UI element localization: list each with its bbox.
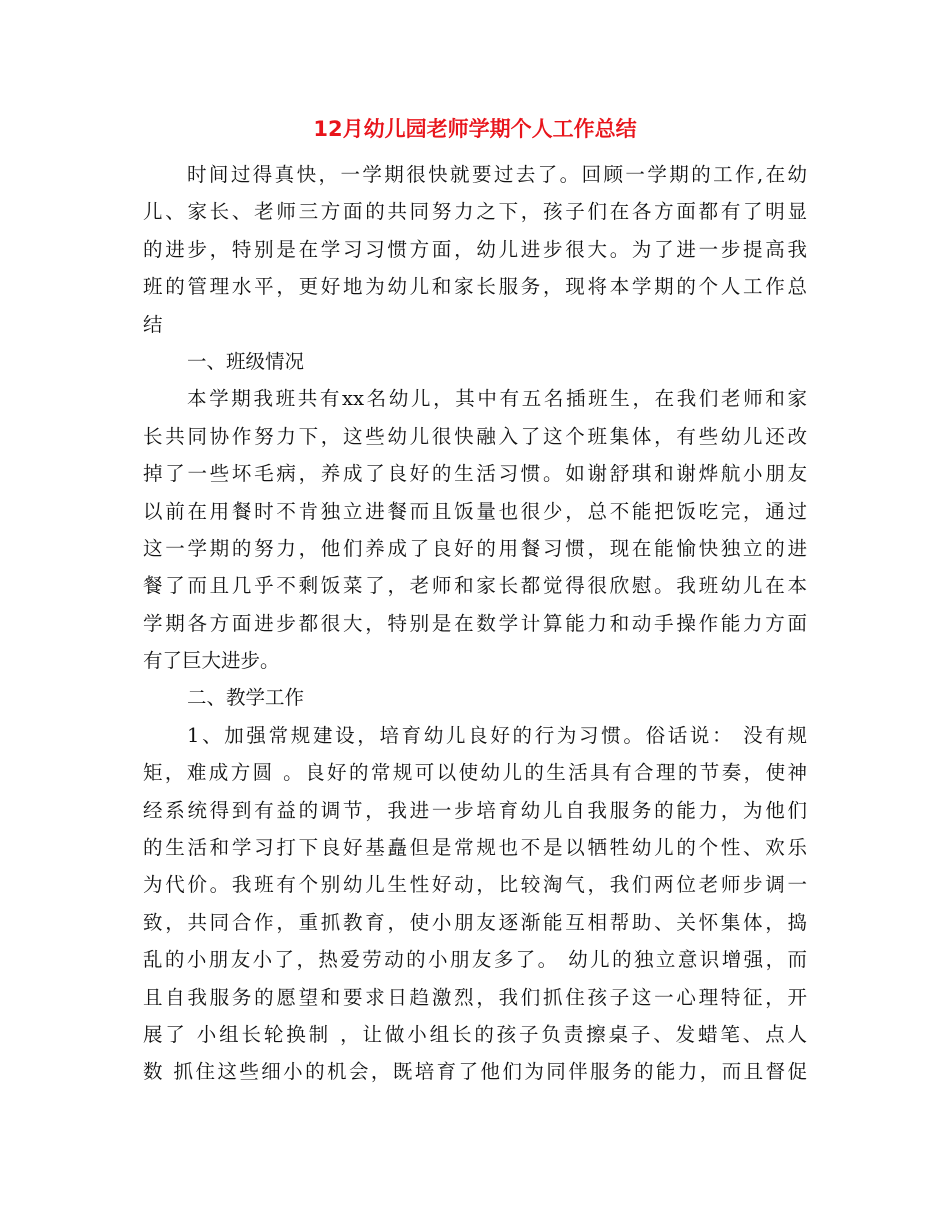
text-line: 的进步，特别是在学习习惯方面，幼儿进步很大。为了进一步提高我 bbox=[143, 237, 807, 261]
text-line: 结 bbox=[143, 312, 163, 336]
text-line: 这一学期的努力，他们养成了良好的用餐习惯，现在能愉快独立的进 bbox=[143, 536, 807, 560]
text-line: 班的管理水平，更好地为幼儿和家长服务，现将本学期的个人工作总 bbox=[143, 275, 807, 299]
text-line: 矩，难成方圆 。良好的常规可以使幼儿的生活具有合理的节奏，使神 bbox=[143, 761, 807, 785]
text-line: 本学期我班共有xx名幼儿，其中有五名插班生，在我们老师和家 bbox=[187, 387, 807, 411]
text-line: 掉了一些坏毛病，养成了良好的生活习惯。如谢舒琪和谢烨航小朋友 bbox=[143, 462, 807, 486]
document-body bbox=[143, 156, 807, 1091]
text-line: 有了巨大进步。 bbox=[143, 649, 280, 673]
text-line: 以前在用餐时不肯独立进餐而且饭量也很少，总不能把饭吃完，通过 bbox=[143, 499, 807, 523]
section-heading: 一、班级情况 bbox=[187, 349, 305, 373]
text-line: 儿、家长、老师三方面的共同努力之下，孩子们在各方面都有了明显 bbox=[143, 200, 807, 224]
text-line: 经系统得到有益的调节，我进一步培育幼儿自我服务的能力，为他们 bbox=[143, 798, 807, 822]
text-line: 为代价。我班有个别幼儿生性好动，比较淘气，我们两位老师步调一 bbox=[143, 873, 807, 897]
text-line: 1、加强常规建设，培育幼儿良好的行为习惯。俗话说： 没有规 bbox=[187, 723, 807, 747]
text-line: 学期各方面进步都很大，特别是在数学计算能力和动手操作能力方面 bbox=[143, 611, 807, 635]
text-line: 时间过得真快，一学期很快就要过去了。回顾一学期的工作,在幼 bbox=[187, 163, 807, 186]
section-heading: 二、教学工作 bbox=[187, 686, 305, 710]
text-line: 长共同协作努力下，这些幼儿很快融入了这个班集体，有些幼儿还改 bbox=[143, 424, 807, 448]
text-line: 餐了而且几乎不剩饭菜了，老师和家长都觉得很欣慰。我班幼儿在本 bbox=[143, 574, 807, 598]
document-title: 12月幼儿园老师学期个人工作总结 bbox=[313, 117, 637, 141]
text-line: 的生活和学习打下良好基矗但是常规也不是以牺牲幼儿的个性、欢乐 bbox=[143, 836, 807, 860]
text-line: 且自我服务的愿望和要求日趋激烈，我们抓住孩子这一心理特征，开 bbox=[143, 985, 807, 1009]
text-line: 展了 小组长轮换制 ，让做小组长的孩子负责擦桌子、发蜡笔、点人 bbox=[143, 1022, 807, 1046]
text-line: 乱的小朋友小了，热爱劳动的小朋友多了。 幼儿的独立意识增强，而 bbox=[143, 948, 807, 972]
text-line: 致，共同合作，重抓教育，使小朋友逐渐能互相帮助、关怀集体，捣 bbox=[143, 910, 807, 934]
text-line: 数 抓住这些细小的机会，既培育了他们为同伴服务的能力，而且督促 bbox=[143, 1060, 807, 1084]
